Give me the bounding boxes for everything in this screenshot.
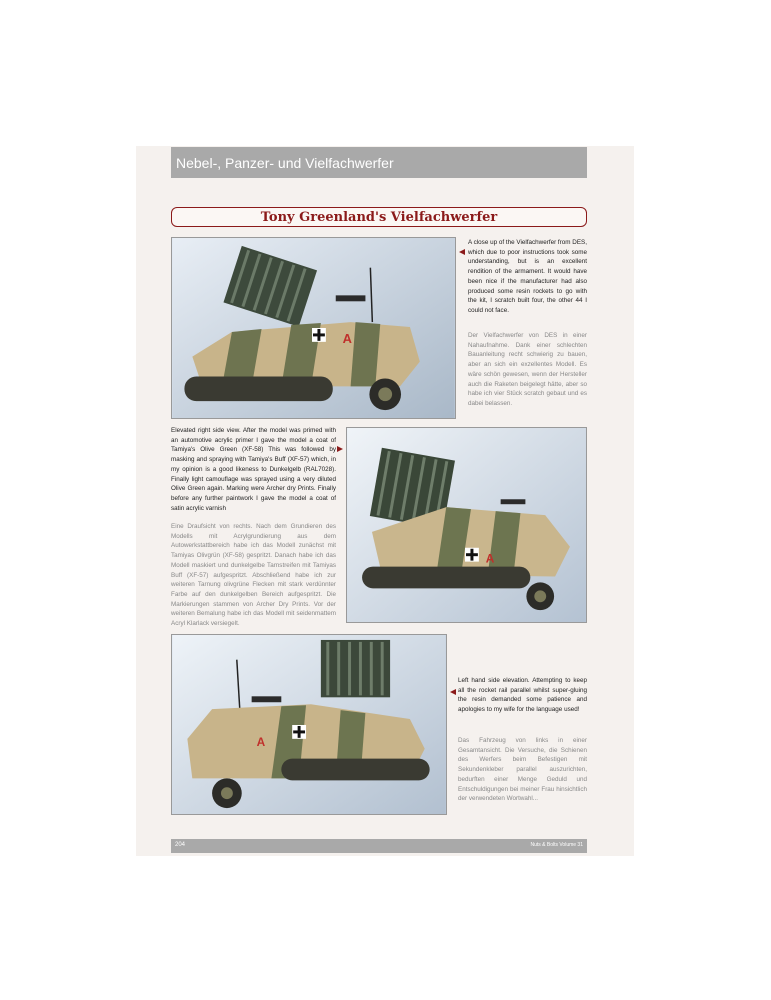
caption-3-german: Das Fahrzeug von links in einer Gesamtansicht. Die Versuche, die Schienen des Werfers beim Befestigen mit Sekundenkleber parallel auszurichten, bedurften einer Menge Geduld und Entschuldigungen bei meiner Frau hinsichtlich der verwendeten Wortwahl... — [458, 737, 587, 803]
photo-elevated-right — [346, 427, 587, 623]
caption-1-english: A close up of the Vielfachwerfer from DES, which due to poor instructions took some understanding, but is an excellent rendition of the armament. It would have been nice if the manufacturer had also produced some resin rockets to go with the kit, I scratch built four, the other 44 I could not face. — [468, 239, 587, 314]
vehicle-illustration — [172, 238, 455, 418]
page-number: 204 — [175, 842, 186, 848]
caption-pointer-2 — [337, 446, 343, 452]
photo2-marking: A — [485, 551, 495, 566]
caption-3-english: Left hand side elevation. Attempting to keep all the rocket rail parallel whilst super-gluing the resin demanded some patience and apologies to my wife for the language used! — [458, 677, 587, 714]
caption-pointer-1 — [459, 249, 465, 255]
article-title: Tony Greenland's Vielfachwerfer — [260, 210, 498, 225]
photo1-marking: A — [342, 330, 352, 346]
vehicle-illustration — [347, 428, 586, 622]
page-footer — [171, 839, 587, 853]
caption-2-german: Eine Draufsicht von rechts. Nach dem Grundieren des Modells mit Acrylgrundierung aus dem Autowerkstattbereich habe ich das Modell zunächst mit Tamiyas Olivgrün (XF-58) gespritzt. Danach habe ich das Modell maskiert und dunkelgelbe Tarnstreifen mit Tamiyas Buff (XF-57) aufgespritzt. Abschließend habe ich zur weiteren Tarnung olivgrüne Flecken mit stark verdünnter Farbe auf den dunkelgelben Bereich aufgespritzt. Die Markierungen stammen von Archer Dry Prints. Vor der weiteren Bemalung habe ich das Modell mit seidenmattem Acryl Klarlack versiegelt. — [171, 523, 336, 628]
caption-1-german: Der Vielfachwerfer von DES in einer Nahaufnahme. Dank einer schlechten Bauanleitung recht schwierig zu bauen, aber an sich ein exzellentes Modell. Es wäre schön gewesen, wenn der Hersteller auch die Raketen beigelegt hätte, aber so habe ich vier Stück scratch gebaut und es dabei belassen. — [468, 332, 587, 407]
caption-2-english: Elevated right side view. After the model was primed with an automotive acrylic primer I gave the model a coat of Tamiya's Olive Green (XF-58) This was followed by masking and spraying with Tamiya's Buff (XF-57) which, in my opinion is a good likeness to Dunkelgelb (RAL7028). Finally light camouflage was sprayed using a very diluted Olive Green again. Marking were Archer dry Prints. Finally before any further paintwork I gave the model a coat of satin acrylic varnish — [171, 427, 336, 512]
section-title: Nebel-, Panzer- und Vielfachwerfer — [176, 155, 394, 171]
series-name: Nuts & Bolts Volume 31 — [530, 842, 583, 848]
vehicle-illustration — [172, 635, 446, 814]
photo3-marking: A — [256, 734, 266, 749]
section-header — [171, 147, 587, 178]
article-title-box — [171, 207, 587, 227]
photo-left-side — [171, 634, 447, 815]
caption-pointer-3 — [450, 689, 456, 695]
photo-close-up — [171, 237, 456, 419]
